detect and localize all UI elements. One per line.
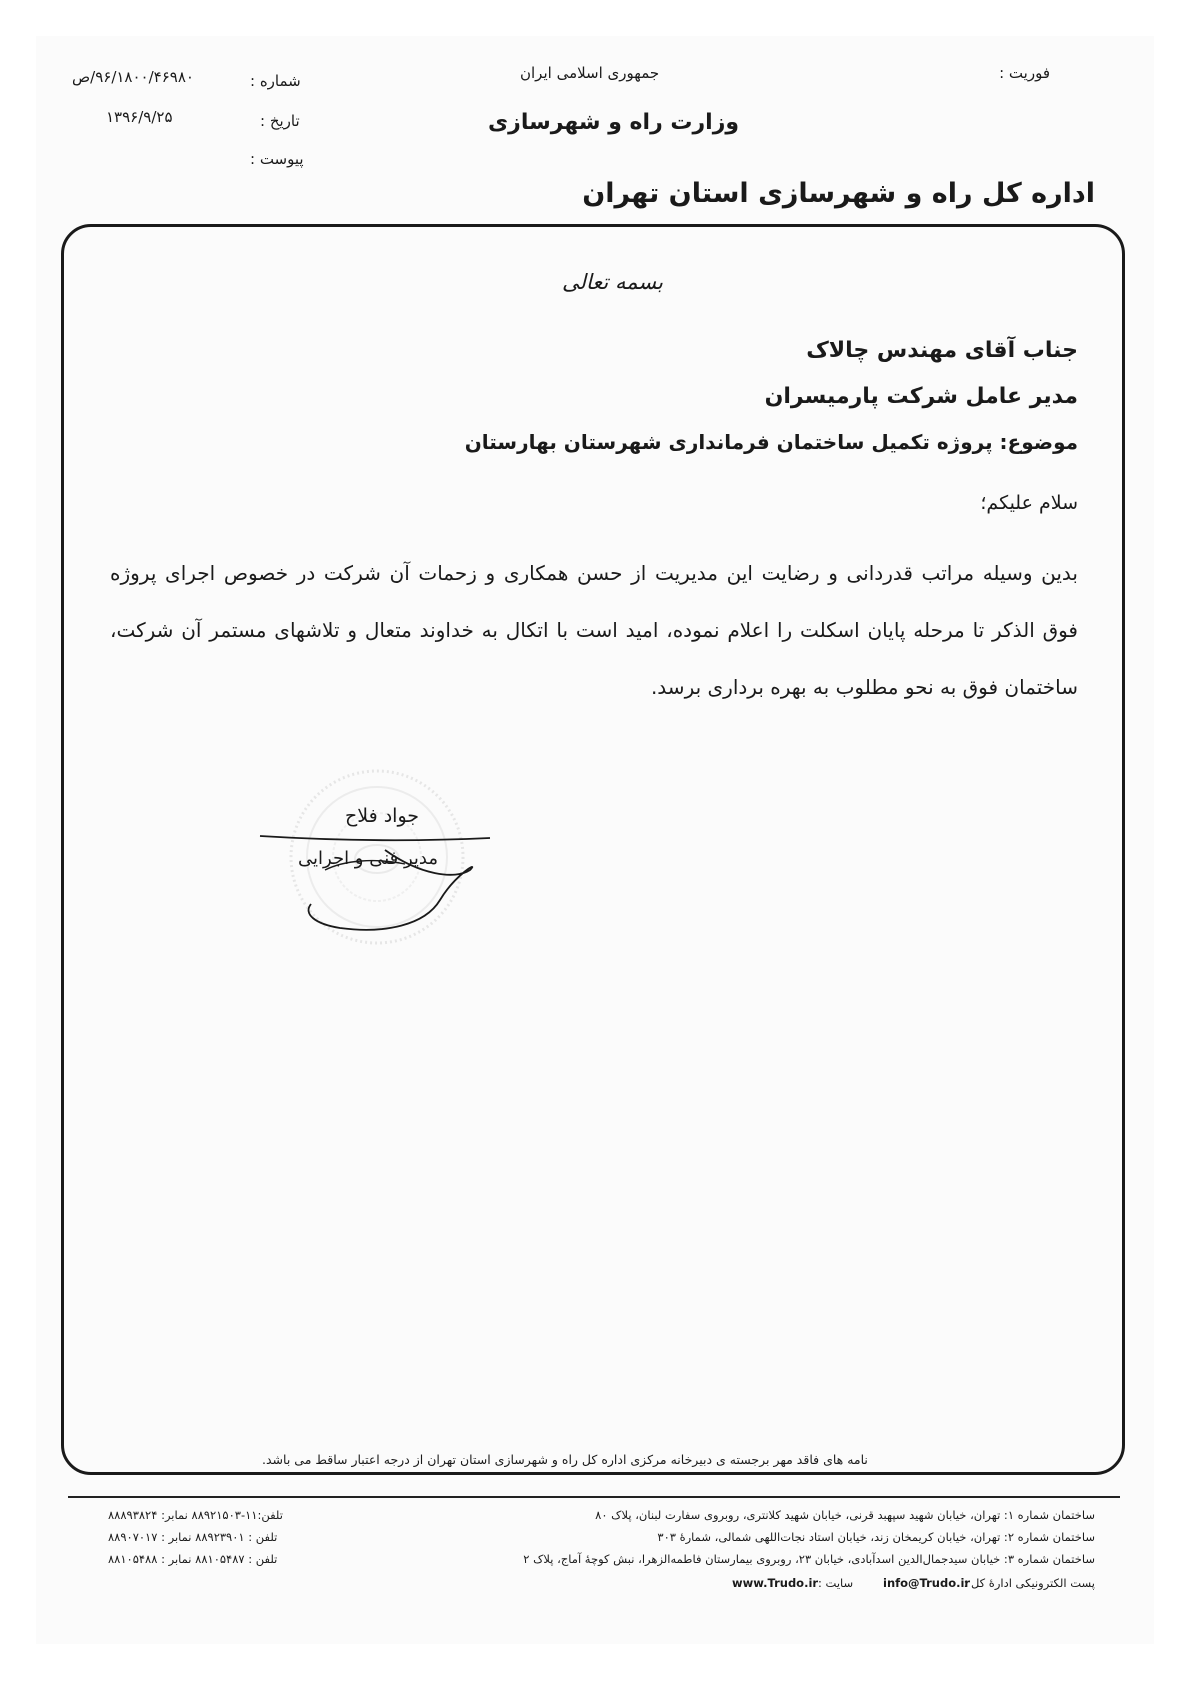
email-link[interactable]: info@Trudo.ir	[883, 1576, 971, 1590]
handwritten-signature	[255, 830, 495, 945]
website-link[interactable]: www.Trudo.ir	[732, 1576, 819, 1590]
number-value: ۹۶/۱۸۰۰/۴۶۹۸۰/ص	[72, 68, 194, 86]
email-label: پست الکترونیکی ادارهٔ کل :	[963, 1576, 1095, 1590]
republic-name: جمهوری اسلامی ایران	[520, 64, 660, 82]
signatory-title: مدیر فنی و اجرایی	[298, 848, 439, 869]
address-building-3: ساختمان شماره ۳: خیابان سیدجمال‌الدین اسدآبادی، خیابان ۲۳، روبروی بیمارستان فاطمه‌الزهرا، نبش کوچهٔ آماج، پلاک ۲	[523, 1552, 1095, 1566]
website-label: سایت :	[818, 1576, 854, 1590]
subject-line: موضوع: پروژه تکمیل ساختمان فرمانداری شهرستان بهارستان	[464, 430, 1078, 454]
attachment-label: پیوست :	[250, 150, 304, 168]
phone-building-3: تلفن : ۸۸۱۰۵۴۸۷ نمابر : ۸۸۱۰۵۴۸۸	[108, 1552, 278, 1566]
organization-title: اداره کل راه و شهرسازی استان تهران	[582, 178, 1095, 209]
salutation: سلام علیکم؛	[980, 492, 1078, 514]
letter-body: بدین وسیله مراتب قدردانی و رضایت این مدیریت از حسن همکاری و زحمات آن شرکت در خصوص اجرای پروژه فوق الذکر تا مرحله پایان اسکلت را اعلام نموده، امید است با اتکال به خداوند متعال و تلاشهای مستمر آن شرکت، ساختمان فوق به نحو مطلوب به بهره برداری برسد.	[110, 561, 1078, 699]
basmala: بسمه تعالی	[562, 270, 663, 294]
phone-building-2: تلفن : ۸۸۹۲۳۹۰۱ نمابر : ۸۸۹۰۷۰۱۷	[108, 1530, 278, 1544]
address-building-2: ساختمان شماره ۲: تهران، خیابان کریمخان زند، خیابان استاد نجات‌اللهی شمالی، شمارهٔ ۳۰۳	[657, 1530, 1095, 1544]
urgency-label: فوریت :	[999, 64, 1050, 82]
validity-notice: نامه های فاقد مهر برجسته ی دبیرخانه مرکزی اداره کل راه و شهرسازی استان تهران از درجه اعتبار ساقط می باشد.	[262, 1452, 868, 1467]
addressee-title: مدیر عامل شرکت پارمیسران	[764, 384, 1078, 409]
addressee-name: جناب آقای مهندس چالاک	[806, 338, 1078, 363]
ministry-name: وزارت راه و شهرسازی	[488, 110, 740, 135]
date-value: ۱۳۹۶/۹/۲۵	[106, 108, 173, 126]
letter-frame	[61, 224, 1125, 1475]
number-label: شماره :	[250, 72, 301, 90]
address-building-1: ساختمان شماره ۱: تهران، خیابان شهید سپهبد قرنی، خیابان شهید کلانتری، روبروی سفارت لبنان، پلاک ۸۰	[595, 1508, 1095, 1522]
phone-building-1: تلفن:۱۱-۸۸۹۲۱۵۰۳ نمابر: ۸۸۸۹۳۸۲۴	[108, 1508, 283, 1522]
date-label: تاریخ :	[260, 112, 300, 130]
signatory-name: جواد فلاح	[345, 805, 420, 827]
footer-divider	[68, 1496, 1120, 1498]
